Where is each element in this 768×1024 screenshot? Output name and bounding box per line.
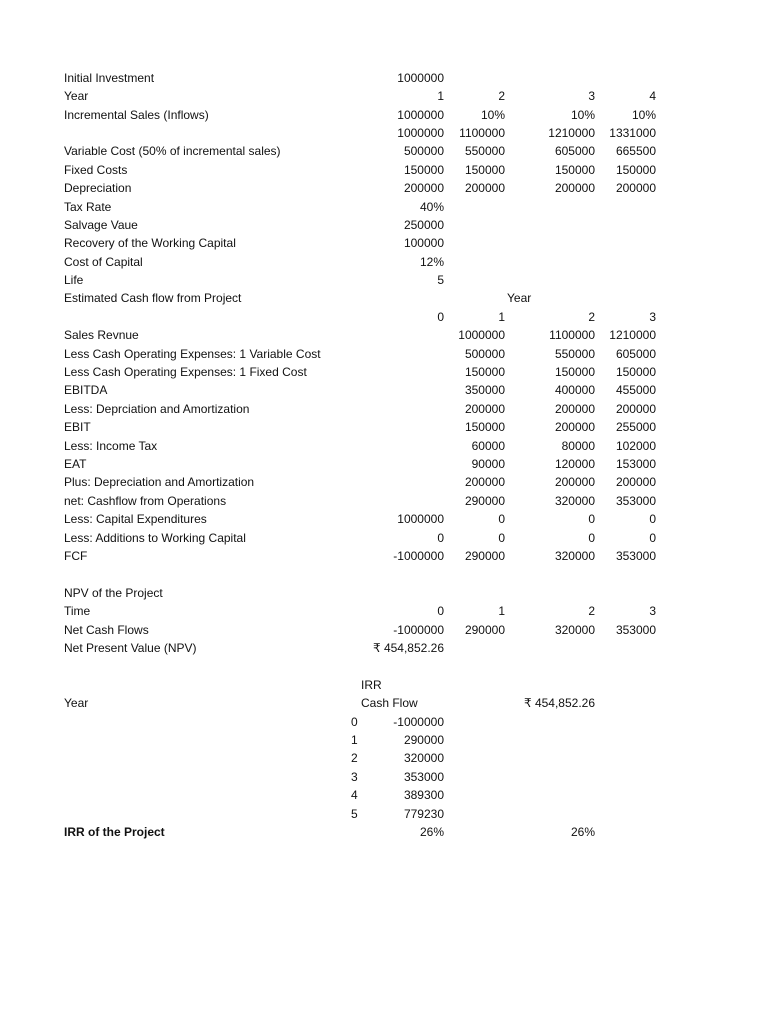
cell-col2[interactable]: 290000 (464, 494, 505, 508)
cell-col1[interactable]: 1 (437, 89, 444, 103)
cashflow-row (0, 492, 768, 510)
cell-col3[interactable]: 1210000 (548, 126, 595, 140)
cell-col2[interactable]: 1000000 (458, 328, 505, 342)
cell-col3[interactable]: 150000 (554, 163, 595, 177)
cell-col2[interactable]: 290000 (464, 549, 505, 563)
cell-col1[interactable]: 100000 (403, 236, 444, 250)
irr-cashflow-label[interactable]: Cash Flow (361, 696, 418, 710)
cell-col4[interactable]: 455000 (615, 383, 656, 397)
cell-col1[interactable]: -1000000 (393, 623, 444, 637)
irr-result-side[interactable]: 26% (570, 825, 595, 839)
row-label[interactable]: Fixed Costs (64, 163, 128, 177)
cell-col3[interactable]: 1100000 (549, 328, 595, 342)
cell-col1[interactable]: 250000 (403, 218, 444, 232)
row-label[interactable]: Life (64, 273, 84, 287)
cashflow-row (0, 437, 768, 455)
cell-col4[interactable]: 150000 (615, 163, 656, 177)
npv-cashflows-row (0, 621, 768, 639)
irr-header[interactable]: IRR (361, 678, 382, 692)
irr-row (0, 805, 768, 823)
npv-value-row (0, 639, 768, 657)
row-label[interactable]: Time (64, 604, 91, 618)
cell-col4[interactable]: 3 (649, 604, 656, 618)
cashflow-year-row (0, 308, 768, 326)
row-label[interactable]: EBIT (64, 420, 91, 434)
irr-result-row (0, 823, 768, 841)
cell-col3[interactable]: 150000 (554, 365, 595, 379)
cell-col4[interactable]: 665500 (615, 144, 656, 158)
cashflow-row (0, 473, 768, 491)
cell-col3[interactable]: 400000 (554, 383, 595, 397)
row-label[interactable]: Net Cash Flows (64, 623, 149, 637)
cell-col1[interactable]: 200000 (403, 181, 444, 195)
cell-col4[interactable]: 4 (649, 89, 656, 103)
cell-col2[interactable]: 2 (498, 89, 505, 103)
cell-col3[interactable]: 10% (570, 108, 595, 122)
year-1[interactable]: 1 (498, 310, 505, 324)
assumption-row (0, 69, 768, 87)
cell-col2[interactable]: 350000 (464, 383, 505, 397)
year-3[interactable]: 3 (649, 310, 656, 324)
irr-year[interactable]: 4 (351, 788, 358, 802)
row-label[interactable]: Incremental Sales (Inflows) (64, 108, 209, 122)
cashflow-row (0, 345, 768, 363)
irr-header-row (0, 676, 768, 694)
cell-col4[interactable]: 150000 (615, 365, 656, 379)
cell-col1[interactable]: 5 (437, 273, 444, 287)
assumption-row (0, 179, 768, 197)
cell-col3[interactable]: 200000 (554, 402, 595, 416)
cell-col1[interactable]: 12% (419, 255, 444, 269)
row-label[interactable]: Year (64, 89, 89, 103)
cell-col3[interactable]: 200000 (554, 181, 595, 195)
irr-row (0, 731, 768, 749)
cell-col4[interactable]: 353000 (615, 549, 656, 563)
cell-col4[interactable]: 353000 (615, 623, 656, 637)
cell-col4[interactable]: 353000 (615, 494, 656, 508)
row-label[interactable]: Plus: Depreciation and Amortization (64, 475, 255, 489)
cell-col4[interactable]: 1210000 (609, 328, 656, 342)
cell-col3[interactable]: 320000 (554, 549, 595, 563)
cell-col2[interactable]: 0 (498, 531, 505, 545)
cell-col2[interactable]: 60000 (471, 439, 505, 453)
cell-col3[interactable]: 200000 (554, 475, 595, 489)
row-label[interactable]: Salvage Vaue (64, 218, 138, 232)
cell-col4[interactable]: 200000 (615, 402, 656, 416)
cashflow-title-row (0, 289, 768, 307)
cashflow-row (0, 326, 768, 344)
cell-col2[interactable]: 550000 (464, 144, 505, 158)
cell-col1[interactable]: 1000000 (397, 71, 444, 85)
row-label[interactable]: Less Cash Operating Expenses: 1 Fixed Cost (64, 365, 307, 379)
irr-year[interactable]: 5 (351, 807, 358, 821)
cell-col1[interactable]: 0 (437, 531, 444, 545)
cell-col4[interactable]: 102000 (615, 439, 656, 453)
cell-col2[interactable]: 10% (480, 108, 505, 122)
cashflow-row (0, 418, 768, 436)
cell-col1[interactable]: 1000000 (397, 108, 444, 122)
cashflow-title[interactable]: Estimated Cash flow from Project (64, 291, 242, 305)
assumption-row (0, 198, 768, 216)
cell-col4[interactable]: 0 (649, 531, 656, 545)
row-label[interactable]: Cost of Capital (64, 255, 143, 269)
cell-col3[interactable]: 605000 (554, 144, 595, 158)
cashflow-row (0, 529, 768, 547)
irr-row (0, 749, 768, 767)
cell-col2[interactable]: 1100000 (459, 126, 505, 140)
npv-value[interactable]: ₹ 454,852.26 (372, 641, 444, 655)
row-label[interactable]: Less: Additions to Working Capital (64, 531, 246, 545)
assumption-row (0, 216, 768, 234)
year-2[interactable]: 2 (588, 310, 595, 324)
npv-title-row (0, 584, 768, 602)
row-label[interactable]: Less: Income Tax (64, 439, 158, 453)
assumption-row (0, 87, 768, 105)
irr-cashflow[interactable]: 353000 (403, 770, 444, 784)
row-label[interactable]: Net Present Value (NPV) (64, 641, 197, 655)
npv-time-row (0, 602, 768, 620)
cell-col3[interactable]: 80000 (561, 439, 595, 453)
cell-col2[interactable]: 150000 (464, 365, 505, 379)
irr-cashflow[interactable]: 320000 (403, 751, 444, 765)
cell-col3[interactable]: 550000 (554, 347, 595, 361)
assumption-row (0, 142, 768, 160)
cashflow-row (0, 363, 768, 381)
cell-col4[interactable]: 200000 (615, 475, 656, 489)
assumption-row (0, 253, 768, 271)
cell-col4[interactable]: 0 (649, 512, 656, 526)
cell-col4[interactable]: 605000 (615, 347, 656, 361)
cell-col2[interactable]: 150000 (464, 163, 505, 177)
cashflow-row (0, 455, 768, 473)
cell-col4[interactable]: 255000 (615, 420, 656, 434)
irr-year[interactable]: 1 (351, 733, 358, 747)
cell-col2[interactable]: 150000 (464, 420, 505, 434)
irr-subheader-row (0, 694, 768, 712)
year-0[interactable]: 0 (437, 310, 444, 324)
irr-year-label[interactable]: Year (64, 696, 89, 710)
cell-col3[interactable]: 320000 (554, 623, 595, 637)
cell-col4[interactable]: 10% (631, 108, 656, 122)
row-label[interactable]: Sales Revnue (64, 328, 139, 342)
irr-cashflow[interactable]: -1000000 (393, 715, 444, 729)
irr-npv-side[interactable]: ₹ 454,852.26 (523, 696, 595, 710)
assumption-row (0, 124, 768, 142)
cashflow-row (0, 510, 768, 528)
irr-cashflow[interactable]: 290000 (403, 733, 444, 747)
irr-row (0, 786, 768, 804)
cell-col3[interactable]: 2 (588, 604, 595, 618)
cashflow-row (0, 381, 768, 399)
cell-col3[interactable]: 320000 (554, 494, 595, 508)
irr-year[interactable]: 2 (351, 751, 358, 765)
irr-result-label[interactable]: IRR of the Project (64, 825, 165, 839)
cell-col4[interactable]: 1331000 (609, 126, 656, 140)
irr-result-value[interactable]: 26% (419, 825, 444, 839)
row-label[interactable]: Recovery of the Working Capital (64, 236, 236, 250)
row-label[interactable]: Tax Rate (64, 200, 112, 214)
cashflow-row (0, 400, 768, 418)
irr-cashflow[interactable]: 779230 (403, 807, 444, 821)
cell-col1[interactable]: 1000000 (397, 126, 444, 140)
cell-col2[interactable]: 200000 (464, 181, 505, 195)
assumption-row (0, 234, 768, 252)
assumption-row (0, 106, 768, 124)
cell-col2[interactable]: 200000 (464, 475, 505, 489)
cell-col2[interactable]: 200000 (464, 402, 505, 416)
irr-year[interactable]: 3 (351, 770, 358, 784)
row-label[interactable]: Less: Capital Expenditures (64, 512, 207, 526)
row-label[interactable]: net: Cashflow from Operations (64, 494, 227, 508)
cell-col1[interactable]: 500000 (403, 144, 444, 158)
cell-col1[interactable]: 1000000 (397, 512, 444, 526)
year-header[interactable]: Year (507, 291, 532, 305)
irr-row (0, 768, 768, 786)
cashflow-row (0, 547, 768, 565)
cell-col2[interactable]: 500000 (464, 347, 505, 361)
row-label[interactable]: Less: Deprciation and Amortization (64, 402, 250, 416)
cell-col3[interactable]: 0 (588, 512, 595, 526)
npv-title[interactable]: NPV of the Project (64, 586, 163, 600)
cell-col4[interactable]: 153000 (615, 457, 656, 471)
cell-col2[interactable]: 290000 (464, 623, 505, 637)
row-label[interactable]: Depreciation (64, 181, 132, 195)
cell-col3[interactable]: 3 (588, 89, 595, 103)
cell-col2[interactable]: 1 (498, 604, 505, 618)
cell-col1[interactable]: 0 (437, 604, 444, 618)
cell-col4[interactable]: 200000 (615, 181, 656, 195)
irr-year[interactable]: 0 (351, 715, 358, 729)
cell-col1[interactable]: -1000000 (393, 549, 444, 563)
row-label[interactable]: EAT (64, 457, 87, 471)
assumption-row (0, 161, 768, 179)
irr-cashflow[interactable]: 389300 (403, 788, 444, 802)
cell-col3[interactable]: 120000 (554, 457, 595, 471)
cell-col1[interactable]: 40% (419, 200, 444, 214)
cell-col1[interactable]: 150000 (403, 163, 444, 177)
cell-col2[interactable]: 90000 (471, 457, 505, 471)
row-label[interactable]: Initial Investment (64, 71, 155, 85)
row-label[interactable]: Less Cash Operating Expenses: 1 Variable Cost (64, 347, 321, 361)
assumption-row (0, 271, 768, 289)
cell-col3[interactable]: 200000 (554, 420, 595, 434)
row-label[interactable]: Variable Cost (50% of incremental sales) (64, 144, 281, 158)
row-label[interactable]: FCF (64, 549, 88, 563)
cell-col3[interactable]: 0 (588, 531, 595, 545)
cell-col2[interactable]: 0 (498, 512, 505, 526)
irr-row (0, 713, 768, 731)
row-label[interactable]: EBITDA (64, 383, 108, 397)
